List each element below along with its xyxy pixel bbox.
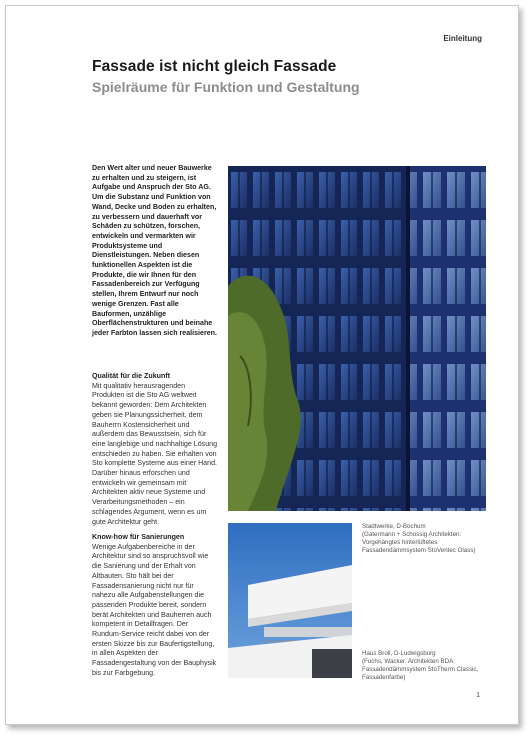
caption-house-line1: Haus Broll, D-Ludwigsburg [362, 650, 436, 657]
white-house-image [228, 523, 352, 678]
brochure-page [5, 5, 519, 725]
page-number: 1 [476, 692, 480, 699]
renovation-text: Wenige Aufgabenbereiche in der Architektur sind so anspruchsvoll wie die Sanierung und der Erhalt von Altbauten. Sto hält bei der Fassadensanierung nicht nur für nahezu alle Aufgabenstellungen die passenden Produkte bereit, sondern berät Architekten und Bauherren auch kompetent in Detailfragen. Der Rundum-Service reicht dabei von der ersten Skizze bis zur Baufertigstellung, in allen Aspekten der Fassadengestaltung von der Bauphysik bis zur Farbgebung. [92, 542, 217, 677]
caption-house-line2: (Fuchs, Wacker. Architekten BDA: [362, 658, 455, 665]
photo-caption-facade [362, 523, 502, 555]
caption-facade-line2: (Gatermann + Schossig Architekten: [362, 531, 462, 538]
photo-caption-house [362, 650, 502, 682]
intro-text: Den Wert alter und neuer Bauwerke zu erhalten und zu steigern, ist Aufgabe und Anspruch der Sto AG. Um die Substanz und Funktion von Wand, Decke und Boden zu erhalten, zu verbessern und dauerhaft vor Schäden zu schützen, forschen, entwickeln und vermarkten wir Produktsysteme und Dienstleistungen. Neben diesen funktionellen Aspekten ist die Produkte, die wir Ihnen für den Fassadenbereich zur Verfügung stellen, Ihrem Entwurf nur noch wenige Grenzen. Fast alle Bauformen, unzählige Oberflächenstrukturen und beinahe jeder Farbton lassen sich realisieren. [92, 164, 217, 337]
page-subtitle: Spielräume für Funktion und Gestaltung [92, 79, 360, 95]
white-house-photo [228, 523, 352, 678]
renovation-section [92, 533, 218, 679]
quality-text: Mit qualitativ herausragenden Produkten ist die Sto AG weltweit bekannt geworden: Dem Architekten geben sie Planungssicherheit, dem Bauherrn Kostensicherheit und außerdem das Bewusstsein, sich für eine langlebige und nachhaltige Lösung entschieden zu haben. Sie erhalten von Sto komplette Systeme aus einer Hand. Darüber hinaus erforschen und entwickeln wir gemeinsam mit Architekten aktiv neue Systeme und Verarbeitungsmethoden – ein schlagendes Argument, wenn es um gute Architektur geht. [92, 381, 218, 526]
caption-facade-line1: Stadtwerke, D-Bochum [362, 523, 426, 530]
facade-building-photo [228, 166, 486, 511]
caption-facade-line3: Vorgehängtes hinterlüftetes Fassadendämmsystem StoVentec Glass) [362, 539, 476, 554]
renovation-heading: Know-how für Sanierungen [92, 533, 185, 541]
caption-house-line3: Fassadendämmsystem StoTherm Classic, Fassadenfarbe) [362, 666, 479, 681]
page-title: Fassade ist nicht gleich Fassade [92, 58, 337, 75]
quality-heading: Qualität für die Zukunft [92, 372, 171, 380]
section-label: Einleitung [443, 34, 482, 43]
intro-paragraph [92, 164, 218, 339]
quality-section [92, 372, 218, 527]
facade-building-image [228, 166, 486, 511]
